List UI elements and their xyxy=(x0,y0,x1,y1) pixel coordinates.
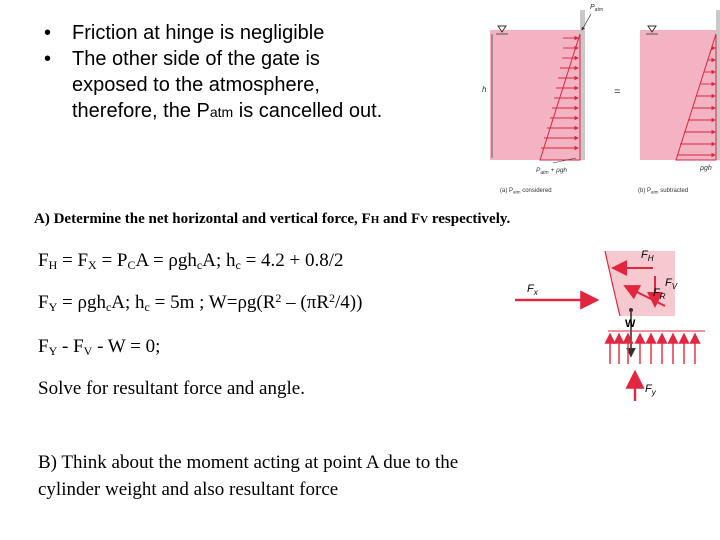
question-b: B) Think about the moment acting at point A due to the cylinder weight and also resultant force xyxy=(38,452,459,500)
h-label: h xyxy=(482,85,487,94)
force-diagram xyxy=(505,236,715,406)
equation-fy: FY = ρghcA; hc = 5m ; $W=\rho g(R^2 - (\pi R^2/4))$ xyxy=(38,291,363,314)
question-a: A) Determine the net horizontal and vertical force, FH and FV respectively. xyxy=(34,211,511,227)
bullet-text: The other side of the gate is exposed to the atmosphere, therefore, the P xyxy=(72,48,320,122)
caption-a: (a) $P_{atm}$ considered xyxy=(500,188,552,195)
fh-label: $F_H$ xyxy=(641,249,654,263)
bullet-item xyxy=(44,20,384,46)
fr-label: $F_R$ xyxy=(653,287,666,301)
caption-b: (b) $P_{atm}$ subtracted xyxy=(638,188,689,195)
solve-instruction: Solve for resultant force and angle. xyxy=(38,378,305,399)
equation-balance: FY - FV - W = 0; xyxy=(38,336,161,358)
bullet-subscript: atm xyxy=(209,104,234,120)
pressure-figure xyxy=(478,0,720,200)
rho-g-h-label: ρgh xyxy=(700,165,712,172)
bullet-text: Friction at hinge is negligible xyxy=(72,22,325,44)
bullet-list xyxy=(44,20,384,125)
gate-left xyxy=(580,10,585,160)
equation-fh: FH = FX = PCA = ρghcA; hc = 4.2 + 0.8/2 xyxy=(38,250,344,272)
w-label: W xyxy=(625,318,636,330)
fy-label: $F_y$ xyxy=(645,383,656,397)
bullet-item xyxy=(44,46,384,125)
fv-label: $F_V$ xyxy=(665,277,678,291)
bullet-tail: is cancelled out. xyxy=(233,100,383,122)
bullet-marker: • xyxy=(44,48,52,70)
bottom-pressure-arrows xyxy=(610,334,695,364)
bullet-marker: • xyxy=(44,22,52,44)
fluid-region-left xyxy=(490,30,580,160)
gate-right xyxy=(716,10,720,160)
bottom-pressure-label: $P_{atm} + \rho gh$ xyxy=(536,167,568,176)
fx-label: $F_x$ xyxy=(527,283,538,297)
fluid-region-right xyxy=(640,30,716,160)
equals-sign: = xyxy=(614,86,621,98)
patm-label: $P_{atm}$ xyxy=(590,4,604,13)
